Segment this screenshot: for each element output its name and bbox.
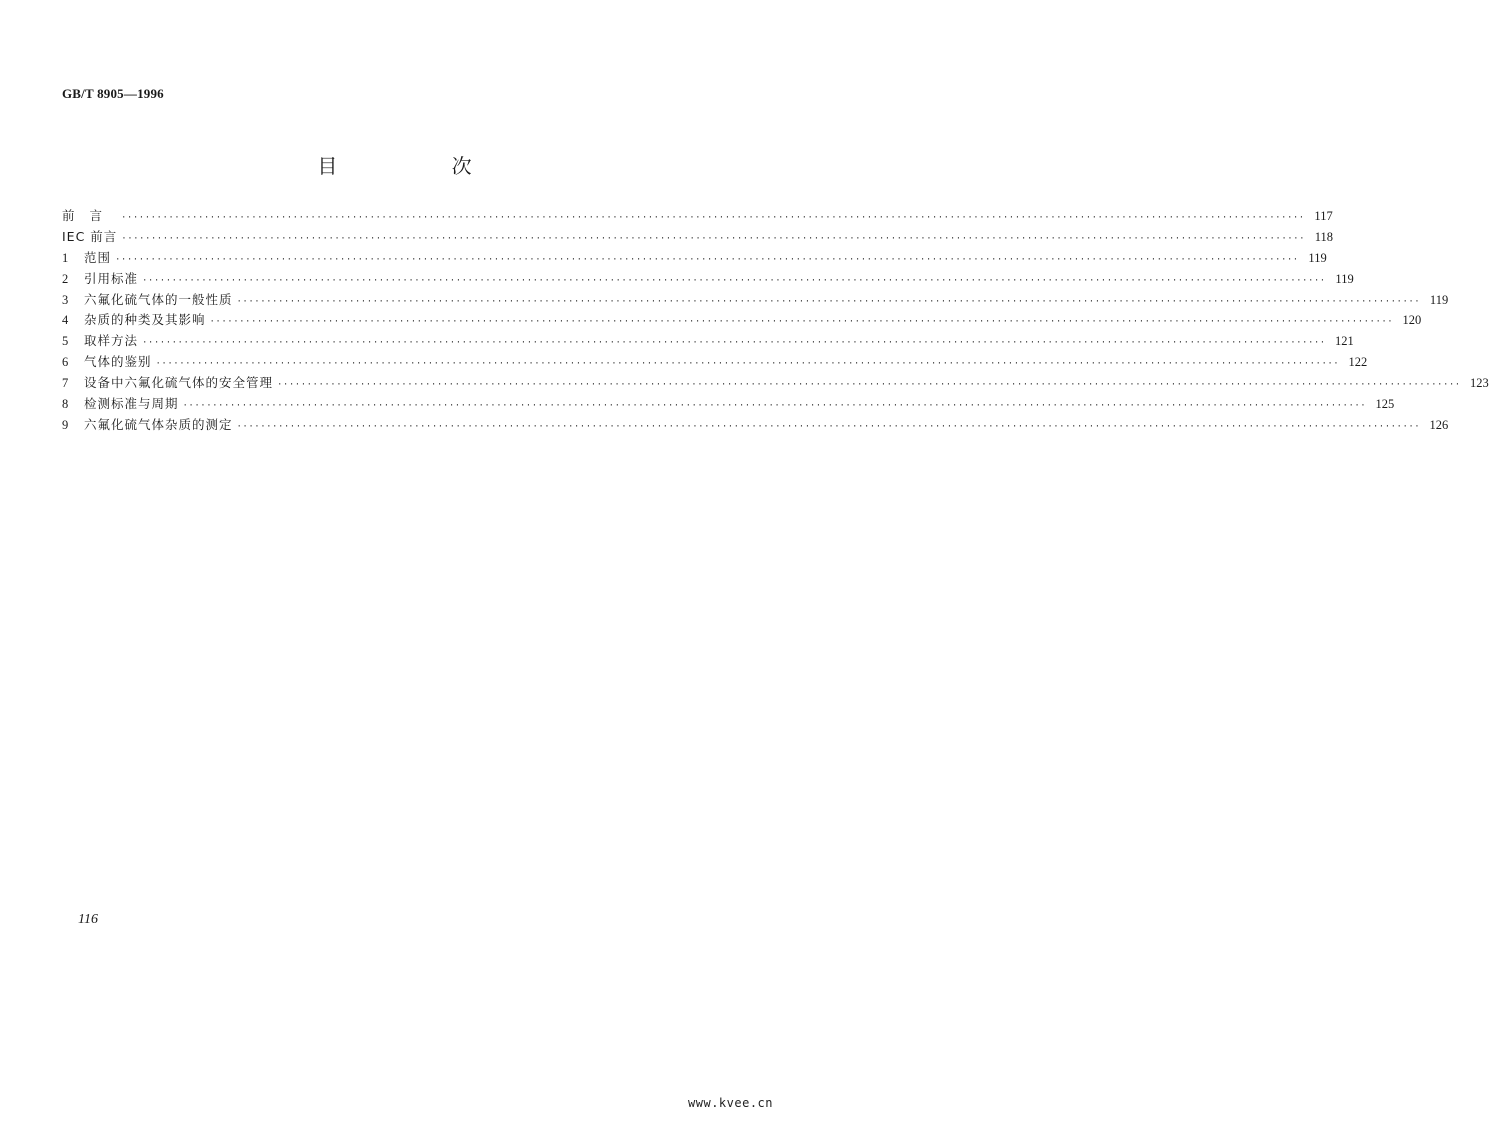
toc-entry-label: 杂质的种类及其影响 — [84, 312, 206, 328]
toc-entry-number: 3 — [62, 292, 69, 307]
dot-leader: ········································································································································································································ — [142, 275, 1326, 286]
dot-leader: ········································································································································································································ — [121, 233, 1305, 244]
toc-entry-page: 125 — [1375, 397, 1395, 412]
toc-entry-label: 六氟化硫气体的一般性质 — [84, 291, 233, 307]
toc-entry-number: 8 — [62, 397, 69, 412]
toc-entry-label: IEC 前言 — [62, 228, 118, 244]
toc-entry-page: 120 — [1402, 313, 1422, 328]
toc-entry[interactable] — [62, 248, 1327, 269]
toc-entry[interactable] — [62, 269, 1354, 290]
dot-leader: ········································································································································································································ — [277, 380, 1461, 391]
toc-entry-page: 123 — [1469, 376, 1489, 391]
toc-entry-page: 119 — [1429, 292, 1449, 307]
toc-entry[interactable] — [62, 290, 1449, 311]
toc-entry[interactable] — [62, 227, 1333, 248]
toc-entry-page: 118 — [1314, 229, 1333, 244]
toc-entry-number: 1 — [62, 250, 69, 265]
toc-entry[interactable] — [62, 394, 1395, 415]
toc-entry-page: 126 — [1429, 417, 1449, 432]
toc-entry[interactable] — [62, 310, 1422, 331]
page-title: 目 次 — [317, 154, 526, 178]
page-number: 116 — [78, 912, 98, 927]
toc-entry-label: 六氟化硫气体杂质的测定 — [84, 416, 233, 432]
toc-entry-page: 122 — [1348, 355, 1368, 370]
toc-entry-number: 5 — [62, 334, 69, 349]
toc-entry-label: 范围 — [84, 249, 112, 265]
table-of-contents — [62, 206, 1489, 436]
toc-entry-number: 6 — [62, 355, 69, 370]
toc-entry-page: 119 — [1335, 271, 1354, 286]
toc-entry-label: 检测标准与周期 — [84, 396, 179, 412]
dot-leader: ········································································································································································································ — [236, 296, 1421, 307]
dot-leader: ········································································································································································································ — [142, 338, 1326, 349]
toc-entry-number: 4 — [62, 313, 69, 328]
toc-entry-number: 2 — [62, 271, 69, 286]
toc-entry-label: 气体的鉴别 — [84, 354, 152, 370]
toc-entry[interactable] — [62, 415, 1449, 436]
toc-entry[interactable] — [62, 206, 1333, 227]
dot-leader: ········································································································································································································ — [182, 401, 1367, 412]
dot-leader: ········································································································································································································ — [121, 213, 1305, 223]
dot-leader: ········································································································································································································ — [115, 254, 1299, 265]
toc-entry-page: 121 — [1334, 334, 1354, 349]
toc-entry[interactable] — [62, 373, 1489, 394]
toc-entry-label: 设备中六氟化硫气体的安全管理 — [84, 375, 274, 391]
toc-entry[interactable] — [62, 352, 1368, 373]
toc-entry-label: 前言 — [62, 208, 118, 223]
toc-entry-number: 9 — [62, 417, 69, 432]
toc-entry-number: 7 — [62, 376, 69, 391]
dot-leader: ········································································································································································································ — [209, 317, 1394, 328]
toc-entry-page: 117 — [1314, 209, 1333, 223]
toc-entry-page: 119 — [1308, 250, 1327, 265]
watermark: www.kvee.cn — [688, 1096, 773, 1110]
toc-entry[interactable] — [62, 331, 1354, 352]
dot-leader: ········································································································································································································ — [155, 359, 1340, 370]
toc-entry-label: 取样方法 — [84, 333, 139, 349]
toc-entry-label: 引用标准 — [84, 270, 139, 286]
dot-leader: ········································································································································································································ — [236, 421, 1421, 432]
standard-code: GB/T 8905—1996 — [62, 86, 164, 101]
